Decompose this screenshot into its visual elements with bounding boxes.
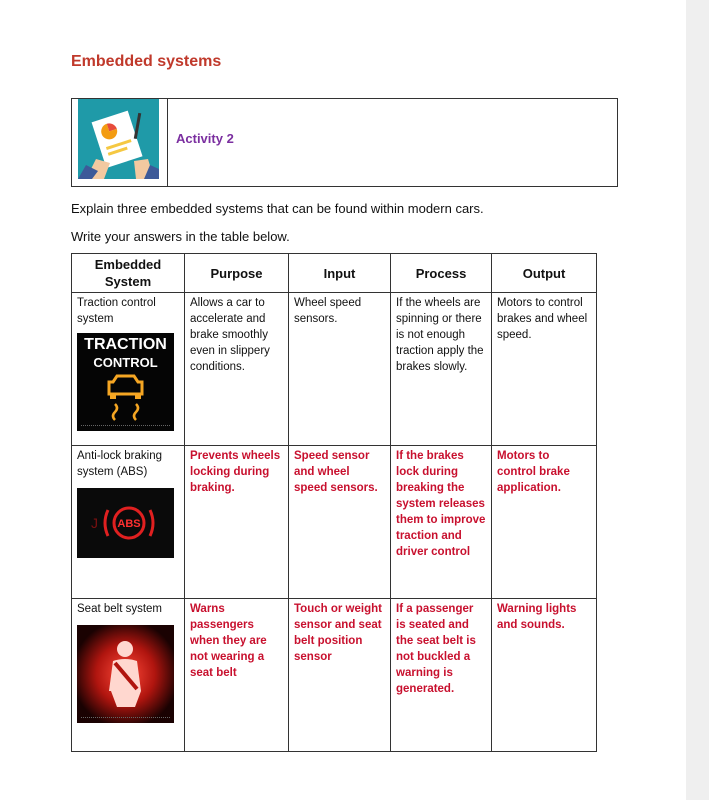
table-header-row — [72, 254, 597, 293]
system-cell — [72, 446, 185, 599]
document-hands-icon — [78, 99, 159, 179]
system-cell — [72, 293, 185, 446]
column-header: Purpose — [185, 254, 289, 293]
system-cell — [72, 599, 185, 752]
seat-belt-warning-image — [77, 625, 174, 723]
table-row — [72, 446, 597, 599]
section-title: Embedded systems — [71, 53, 222, 70]
process-cell: If a passenger is seated and the seat belt is not buckled a warning is generated. — [391, 599, 492, 752]
svg-text:J: J — [91, 515, 98, 531]
instruction-text: Explain three embedded systems that can be found within modern cars. — [71, 201, 484, 216]
activity-image-cell — [72, 99, 168, 186]
page-margin-strip — [686, 0, 709, 800]
seat-belt-icon — [77, 625, 174, 723]
table-row — [72, 293, 597, 446]
skidding-car-icon — [77, 372, 174, 428]
embedded-systems-table — [71, 253, 597, 752]
image-text: CONTROL — [93, 355, 158, 370]
input-cell: Speed sensor and wheel speed sensors. — [289, 446, 391, 599]
input-cell: Wheel speed sensors. — [289, 293, 391, 446]
abs-warning-image — [77, 488, 174, 558]
traction-control-warning-image — [77, 333, 174, 431]
system-name: Traction control system — [77, 297, 156, 325]
abs-warning-icon — [77, 488, 174, 558]
image-text: TRACTION — [84, 336, 167, 353]
column-header: Embedded System — [72, 254, 185, 293]
instruction-text: Write your answers in the table below. — [71, 229, 290, 244]
column-header: Output — [492, 254, 597, 293]
activity-label: Activity 2 — [176, 131, 234, 146]
purpose-cell: Allows a car to accelerate and brake smoothly even in slippery conditions. — [185, 293, 289, 446]
output-cell: Warning lights and sounds. — [492, 599, 597, 752]
output-cell: Motors to control brakes and wheel speed. — [492, 293, 597, 446]
column-header: Process — [391, 254, 492, 293]
activity-box — [71, 98, 618, 187]
system-name: Seat belt system — [77, 603, 163, 615]
output-cell: Motors to control brake application. — [492, 446, 597, 599]
purpose-cell: Prevents wheels locking during braking. — [185, 446, 289, 599]
input-cell: Touch or weight sensor and seat belt position sensor — [289, 599, 391, 752]
abs-text: ABS — [117, 518, 141, 530]
activity-illustration — [78, 99, 159, 179]
system-name: Anti-lock braking system (ABS) — [77, 450, 163, 478]
process-cell: If the brakes lock during breaking the system releases them to improve traction and driver control — [391, 446, 492, 599]
column-header: Input — [289, 254, 391, 293]
table-row — [72, 599, 597, 752]
purpose-cell: Warns passengers when they are not wearing a seat belt — [185, 599, 289, 752]
process-cell: If the wheels are spinning or there is not enough traction apply the brakes slowly. — [391, 293, 492, 446]
